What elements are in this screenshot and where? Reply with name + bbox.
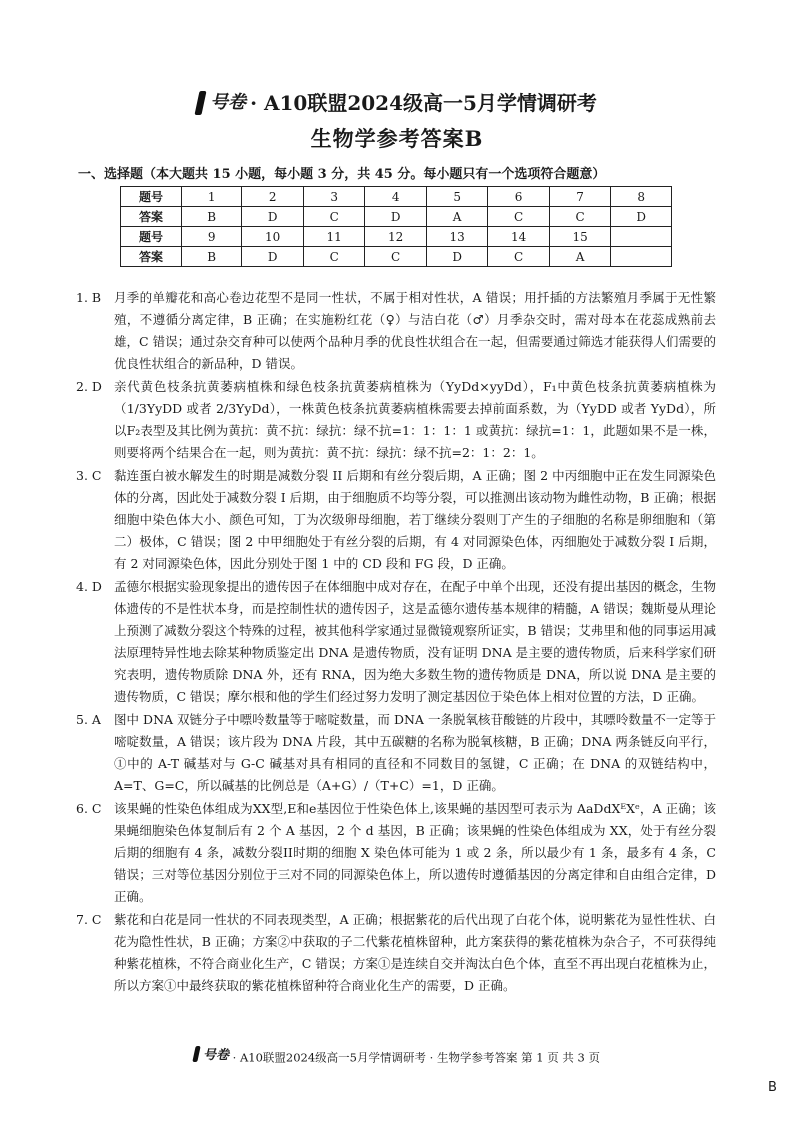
table-cell: D [426, 247, 487, 267]
page-title [197, 90, 597, 116]
explanation-text: 孟德尔根据实验现象提出的遗传因子在体细胞中成对存在，在配子中单个出现，还没有提出基因的概念，生物体遗传的不是性状本身，而是控制性状的遗传因子，这是孟德尔遗传基本规律的精髓，A 错误；魏斯曼从理论上预测了减数分裂这个特殊的过程，被其他科学家通过显微镜观察所证实，B 错误；艾弗里和他的同事运用减法原理特异性地去除某种物质鉴定出 DNA 是遗传物质，没有证明 DNA 是主要的遗传物质，后来科学家们研究表明，遗传物质除 DNA 外，还有 RNA，因为绝大多数生物的遗传物质是 DNA，所以说 DNA 是主要的遗传物质，C 错误；摩尔根和他的学生们经过努力发明了测定基因位于染色体上相对位置的方法，D 正确。 [114, 579, 716, 704]
table-cell: 7 [549, 187, 610, 207]
explanation-text: 该果蝇的性染色体组成为XX型,E和e基因位于性染色体上,该果蝇的基因型可表示为 AaDdXᴱXᵉ，A 正确；该果蝇细胞染色体复制后有 2 个 A 基因，2 个 d 基因，B 正确；该果蝇的性染色体组成为 XX，处于有丝分裂后期的细胞有 4 条，减数分裂II时期的细胞 X 染色体可能为 1 或 2 条，所以最少有 1 条，最多有 4 条，C 错误；三对等位基因分别位于三对不同的同源染色体上，所以遗传时遵循基因的分离定律和自由组合定律，D 正确。 [114, 801, 716, 904]
explanation-number: 1. B [76, 290, 102, 305]
table-cell: C [488, 207, 549, 227]
table-cell: A [549, 247, 610, 267]
table-cell: 9 [181, 227, 241, 247]
explanation-item [76, 709, 716, 797]
explanation-list [76, 287, 716, 998]
footer-logo-bar-icon [192, 1046, 200, 1062]
explanation-number: 5. A [76, 712, 101, 727]
table-row [121, 227, 672, 247]
table-cell: 3 [303, 187, 364, 207]
corner-mark: B [768, 1080, 777, 1095]
footer-text: · A10联盟2024级高一5月学情调研考 · 生物学参考答案 第 1 页 共 3 页 [232, 1050, 601, 1065]
explanation-number: 6. C [76, 801, 102, 816]
table-cell: 5 [426, 187, 487, 207]
table-cell: A [426, 207, 487, 227]
page-subtitle: 生物学参考答案B [310, 126, 484, 151]
explanation-text: 黏连蛋白被水解发生的时期是减数分裂 II 后期和有丝分裂后期，A 正确；图 2 中丙细胞中正在发生同源染色体的分离，因此处于减数分裂 I 后期，由于细胞质不均等分裂，可以推测出该动物为雌性动物，B 正确；根据细胞中染色体大小、颜色可知，丁为次级卵母细胞，若丁继续分裂则丁产生的子细胞的名称是卵细胞和（第二）极体，C 错误；图 2 中甲细胞处于有丝分裂的后期，有 4 对同源染色体，丙细胞处于减数分裂 I 后期，有 2 对同源染色体，因此分别处于图 1 中的 CD 段和 FG 段，D 正确。 [114, 468, 716, 571]
table-cell: B [181, 207, 241, 227]
explanation-text: 亲代黄色枝条抗黄萎病植株和绿色枝条抗黄萎病植株为（YyDd×yyDd），F₁中黄色枝条抗黄萎病植株为（1/3YyDD 或者 2/3YyDd），一株黄色枝条抗黄萎病植株需要去掉前面系数，为（YyDD 或者 YyDd），所以F₂表型及其比例为黄抗：黄不抗：绿抗：绿不抗=1：1：1：1 或黄抗：绿抗=1：1，此题如果不是一株，则要将两个结果合在一起，则为黄抗：黄不抗：绿抗：绿不抗=2：1：2：1。 [114, 379, 716, 460]
header [0, 90, 794, 153]
table-cell: D [365, 207, 426, 227]
table-row-header: 答案 [121, 207, 182, 227]
table-cell: D [611, 207, 672, 227]
table-cell: 12 [365, 227, 426, 247]
explanation-item [76, 576, 716, 708]
table-cell: C [303, 207, 364, 227]
table-row [121, 247, 672, 267]
table-cell: 10 [242, 227, 303, 247]
table-cell: D [242, 207, 303, 227]
table-cell: 15 [549, 227, 610, 247]
section-heading: 一、选择题（本大题共 15 小题，每小题 3 分，共 45 分。每小题只有一个选项符合题意） [78, 167, 606, 182]
explanation-number: 7. C [76, 912, 102, 927]
explanation-text: 月季的单瓣花和高心卷边花型不是同一性状，不属于相对性状，A 错误；用扦插的方法繁殖月季属于无性繁殖，不遵循分离定律，B 正确；在实施粉红花（♀）与洁白花（♂）月季杂交时，需对母本在花蕊成熟前去雄，C 错误；通过杂交育种可以使两个品种月季的优良性状组合在一起，但需要通过筛选才能获得人们需要的优良性状组合的新品种，D 错误。 [114, 290, 716, 371]
explanation-number: 2. D [76, 379, 102, 394]
table-row-header: 答案 [121, 247, 182, 267]
table-cell: C [303, 247, 364, 267]
footer [0, 1044, 794, 1066]
explanation-item [76, 465, 716, 575]
answer-table [120, 186, 672, 267]
table-cell: B [181, 247, 241, 267]
explanation-item [76, 376, 716, 464]
explanation-item [76, 909, 716, 997]
table-cell: C [488, 247, 549, 267]
table-row-header: 题号 [121, 187, 182, 207]
table-cell: 4 [365, 187, 426, 207]
logo-text: 号卷 [210, 92, 247, 113]
explanation-item [76, 287, 716, 375]
table-cell: 6 [488, 187, 549, 207]
explanation-number: 3. C [76, 468, 102, 483]
table-cell: 8 [611, 187, 672, 207]
table-cell [611, 247, 672, 267]
table-cell: 14 [488, 227, 549, 247]
table-row [121, 187, 672, 207]
title-text: · A10联盟2024级高一5月学情调研考 [250, 91, 597, 115]
table-cell: 1 [181, 187, 241, 207]
table-cell: 13 [426, 227, 487, 247]
explanation-text: 图中 DNA 双链分子中嘌呤数量等于嘧啶数量，而 DNA 一条脱氧核苷酸链的片段中，其嘌呤数量不一定等于嘧啶数量，A 错误；该片段为 DNA 片段，其中五碳糖的名称为脱氧核糖，B 正确；DNA 两条链反向平行，①中的 A-T 碱基对与 G-C 碱基对具有相同的直径和不同数目的氢键，C 正确；在 DNA 的双链结构中，A=T、G=C，所以碱基的比例总是（A+G）/（T+C）=1，D 正确。 [114, 712, 716, 793]
table-row-header: 题号 [121, 227, 182, 247]
table-cell: C [549, 207, 610, 227]
table-row [121, 207, 672, 227]
logo-bar-icon [195, 91, 207, 115]
table-cell: 2 [242, 187, 303, 207]
table-cell: 11 [303, 227, 364, 247]
explanation-text: 紫花和白花是同一性状的不同表现类型，A 正确；根据紫花的后代出现了白花个体，说明紫花为显性性状、白花为隐性性状，B 正确；方案②中获取的子二代紫花植株留种，此方案获得的紫花植株为杂合子，不可获得纯种紫花植株，不符合商业化生产，C 错误；方案①是连续自交并淘汰白色个体，直至不再出现白花植株为止，所以方案①中最终获取的紫花植株留种符合商业化生产的需要，D 正确。 [114, 912, 716, 993]
footer-logo-text: 号卷 [202, 1048, 229, 1063]
table-cell: C [365, 247, 426, 267]
table-cell: D [242, 247, 303, 267]
table-cell [611, 227, 672, 247]
explanation-number: 4. D [76, 579, 102, 594]
logo [197, 90, 246, 116]
explanation-item [76, 798, 716, 908]
footer-logo [194, 1044, 229, 1063]
